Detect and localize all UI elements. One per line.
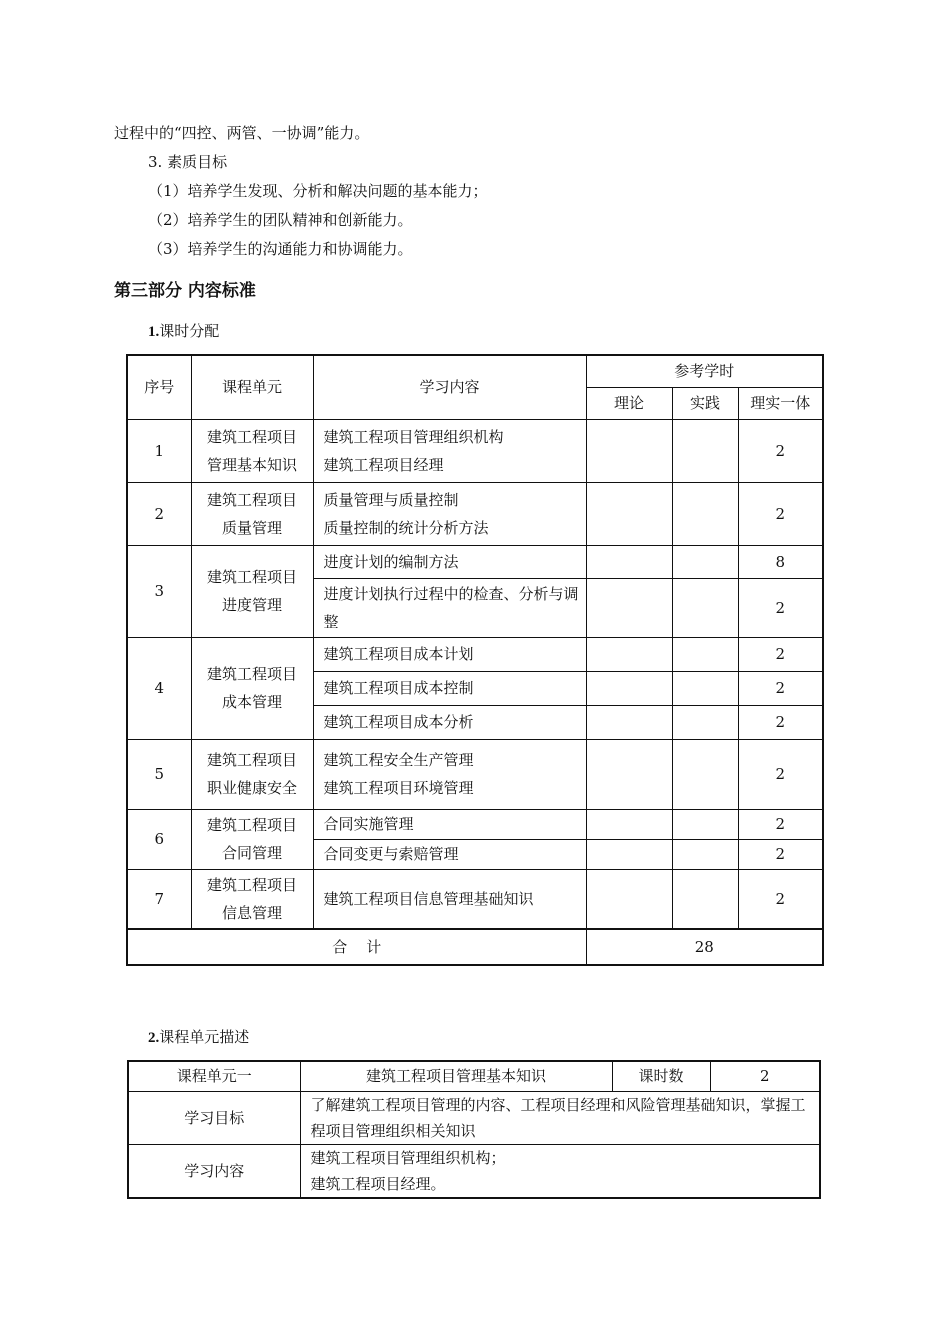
cell-theory (586, 839, 672, 869)
subsection-2-num: 2. (148, 1030, 160, 1046)
row-content: 建筑工程项目成本控制 (313, 671, 586, 705)
cell-integrated: 8 (738, 545, 823, 578)
row-content: 建筑工程项目成本计划 (313, 637, 586, 671)
row-unit (191, 419, 313, 482)
row-seq: 4 (127, 637, 191, 739)
unit-line: 建筑工程项目 (206, 875, 297, 894)
row-seq: 7 (127, 869, 191, 929)
subsection-1-num: 1. (148, 324, 160, 340)
content-line: 建筑工程项目管理组织机构 (323, 427, 504, 446)
quality-item-3: （3）培养学生的沟通能力和协调能力。 (148, 240, 413, 258)
unit-description-table (127, 1060, 821, 1199)
quality-goal-title: 3. 素质目标 (148, 153, 228, 171)
subsection-2-text: 课程单元描述 (159, 1028, 250, 1046)
content-line: 建筑工程项目环境管理 (323, 779, 474, 797)
row-unit (191, 739, 313, 809)
content-line: 建筑工程项目经理。 (310, 1174, 446, 1193)
cell-theory (586, 705, 672, 739)
cell-practice (672, 869, 738, 929)
row-content: 建筑工程项目信息管理基础知识 (313, 869, 586, 929)
unit-line: 信息管理 (221, 903, 282, 922)
cell-theory (586, 671, 672, 705)
table-row (127, 482, 823, 545)
unit-line: 建筑工程项目 (206, 665, 297, 683)
cell-theory (586, 869, 672, 929)
quality-item-2: （2）培养学生的团队精神和创新能力。 (148, 211, 413, 229)
hours-label: 课时数 (612, 1061, 710, 1091)
unit-line: 建筑工程项目 (206, 816, 297, 834)
row-content (313, 419, 586, 482)
cell-integrated: 2 (738, 739, 823, 809)
row-seq: 2 (127, 482, 191, 545)
cell-integrated: 2 (738, 482, 823, 545)
table-row (127, 545, 823, 578)
cell-integrated: 2 (738, 869, 823, 929)
content-line: 质量管理与质量控制 (323, 490, 459, 509)
cell-practice (672, 671, 738, 705)
unit-label: 课程单元一 (128, 1061, 300, 1091)
header-unit: 课程单元 (191, 355, 313, 419)
cell-integrated: 2 (738, 578, 823, 637)
row-unit (191, 869, 313, 929)
intro-line: 过程中的“四控、两管、一协调”能力。 (114, 124, 370, 142)
cell-integrated: 2 (738, 809, 823, 839)
subsection-1-text: 课时分配 (159, 322, 220, 340)
header-integrated: 理实一体 (738, 387, 823, 419)
unit-line: 建筑工程项目 (206, 568, 297, 586)
hours-value: 2 (710, 1061, 820, 1091)
content-line: 建筑工程项目经理 (323, 455, 444, 474)
header-ref-hours: 参考学时 (586, 355, 823, 387)
table-row (127, 869, 823, 929)
cell-practice (672, 809, 738, 839)
cell-practice (672, 839, 738, 869)
cell-practice (672, 637, 738, 671)
row-seq: 3 (127, 545, 191, 637)
cell-practice (672, 739, 738, 809)
unit-line: 建筑工程项目 (206, 751, 297, 769)
cell-theory (586, 809, 672, 839)
cell-theory (586, 739, 672, 809)
row-seq: 6 (127, 809, 191, 869)
quality-item-1: （1）培养学生发现、分析和解决问题的基本能力； (148, 182, 488, 200)
unit-line: 建筑工程项目 (206, 490, 297, 509)
unit-line: 职业健康安全 (206, 779, 297, 797)
header-content: 学习内容 (313, 355, 586, 419)
cell-practice (672, 705, 738, 739)
row-content (313, 482, 586, 545)
cell-theory (586, 419, 672, 482)
row-content: 进度计划执行过程中的检查、分析与调整 (313, 578, 586, 637)
unit-line: 管理基本知识 (206, 455, 297, 474)
row-unit (191, 482, 313, 545)
cell-integrated: 2 (738, 705, 823, 739)
row-unit (191, 545, 313, 637)
row-unit (191, 809, 313, 869)
section-heading: 第三部分 内容标准 (114, 281, 256, 301)
table-row (127, 739, 823, 809)
content-line: 建筑工程安全生产管理 (323, 751, 474, 769)
hours-allocation-table (126, 354, 824, 966)
cell-practice (672, 578, 738, 637)
row-content: 进度计划的编制方法 (313, 545, 586, 578)
total-row (127, 929, 823, 965)
header-seq: 序号 (127, 355, 191, 419)
content-line: 建筑工程项目管理组织机构； (310, 1148, 506, 1167)
subsection-1-title (148, 320, 219, 341)
header-practice: 实践 (672, 387, 738, 419)
unit-line: 质量管理 (221, 518, 282, 537)
unit-line: 成本管理 (221, 693, 282, 711)
total-label: 合 计 (127, 929, 586, 965)
unit-name: 建筑工程项目管理基本知识 (300, 1061, 612, 1091)
cell-integrated: 2 (738, 637, 823, 671)
header-theory: 理论 (586, 387, 672, 419)
cell-practice (672, 419, 738, 482)
goal-text: 了解建筑工程项目管理的内容、工程项目经理和风险管理基础知识，掌握工程项目管理组织相关知识 (300, 1091, 820, 1144)
table-row (127, 809, 823, 839)
table-row (127, 419, 823, 482)
row-unit (191, 637, 313, 739)
content-line: 质量控制的统计分析方法 (323, 518, 489, 537)
goal-label: 学习目标 (128, 1091, 300, 1144)
cell-theory (586, 578, 672, 637)
table-row (127, 637, 823, 671)
unit-line: 合同管理 (221, 844, 282, 862)
cell-practice (672, 545, 738, 578)
row-content: 合同实施管理 (313, 809, 586, 839)
unit-line: 进度管理 (221, 596, 282, 614)
cell-practice (672, 482, 738, 545)
content-text (300, 1144, 820, 1198)
row-content (313, 739, 586, 809)
subsection-2-title (148, 1026, 249, 1047)
total-value: 28 (586, 929, 823, 965)
row-content: 建筑工程项目成本分析 (313, 705, 586, 739)
cell-integrated: 2 (738, 839, 823, 869)
unit-line: 建筑工程项目 (206, 427, 297, 446)
cell-theory (586, 482, 672, 545)
cell-integrated: 2 (738, 671, 823, 705)
row-content: 合同变更与索赔管理 (313, 839, 586, 869)
content-label: 学习内容 (128, 1144, 300, 1198)
row-seq: 5 (127, 739, 191, 809)
cell-theory (586, 637, 672, 671)
cell-integrated: 2 (738, 419, 823, 482)
row-seq: 1 (127, 419, 191, 482)
cell-theory (586, 545, 672, 578)
